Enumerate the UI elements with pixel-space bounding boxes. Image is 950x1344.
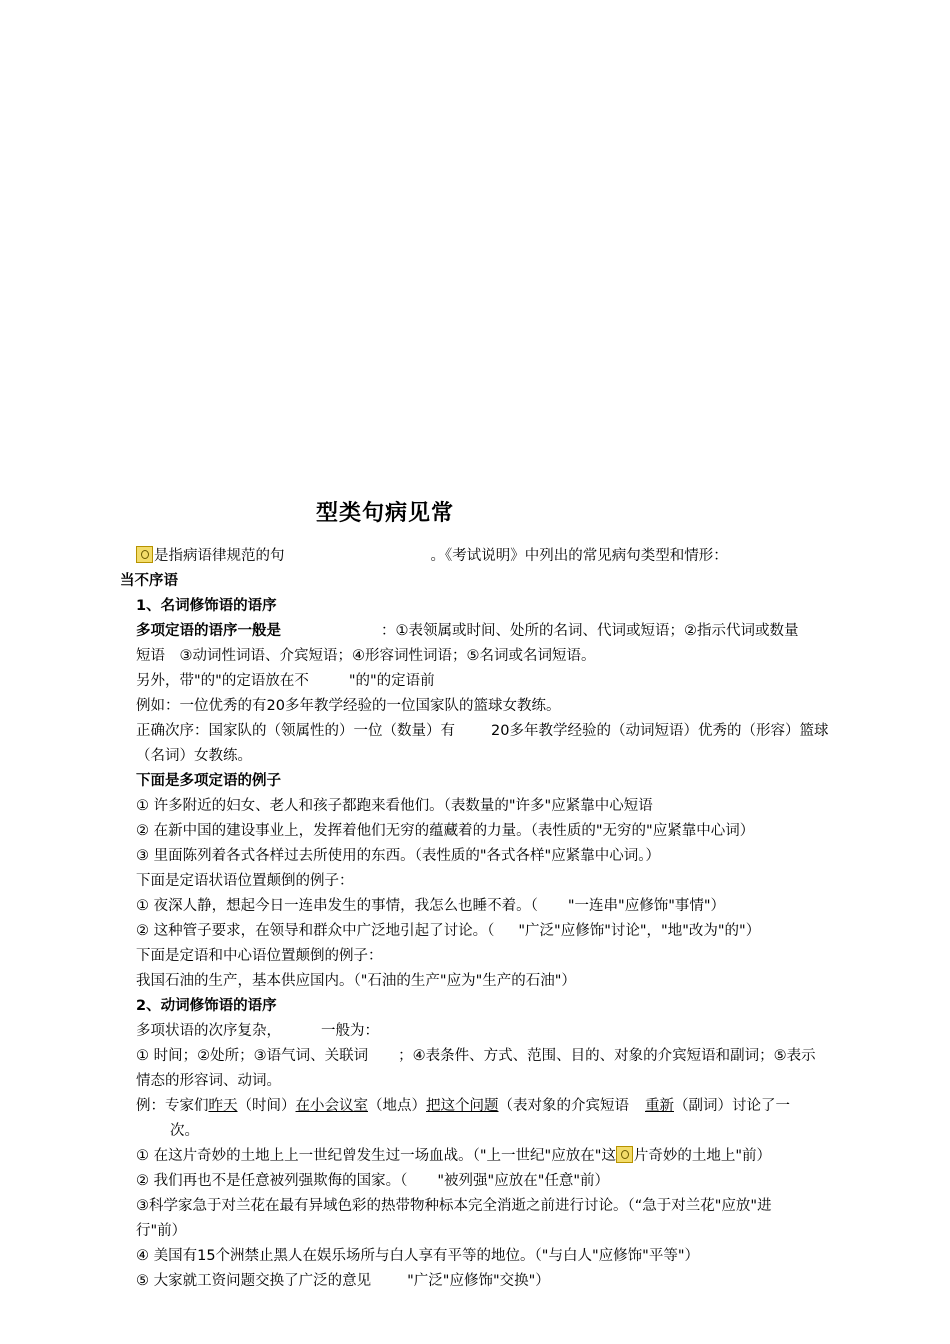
s2-line1-b: 一般为： (321, 1023, 379, 1039)
s2-example-2 (136, 1171, 609, 1191)
intro-line (136, 546, 728, 566)
s1-example-5-a: ② 这种管子要求，在领导和群众中广泛地引起了讨论。（ (136, 923, 495, 939)
s1-example-4 (136, 896, 725, 916)
s1-subheading-swap: 下面是定语状语位置颠倒的例子： (136, 873, 354, 889)
s1-example-4-b: "一连串"应修饰"事情"） (567, 898, 726, 914)
section-heading-main: 当不序语 (120, 573, 178, 589)
s1-line3-b: "的"的定语前 (348, 673, 435, 689)
comment-icon (616, 1146, 633, 1163)
s2-example-line1 (136, 1096, 790, 1116)
s2-line2 (136, 1046, 816, 1066)
s2-example-3-cont: 行"前） (136, 1223, 187, 1239)
s1-line3-a: 另外，带"的"的定语放在不 (136, 673, 309, 689)
s2-example-line2: 次。 (170, 1123, 199, 1139)
comment-icon (136, 546, 153, 563)
s1-example-1: ① 许多附近的妇女、老人和孩子都跑来看他们。（表数量的"许多"应紧靠中心短语 (136, 798, 653, 814)
s2-line3: 情态的形容词、动词。 (136, 1073, 281, 1089)
intro-part2: 。《考试说明》中列出的常见病句类型和情形： (430, 548, 728, 564)
s2-ex-text3: （地点） (368, 1098, 426, 1114)
s2-line1-a: 多项状语的次序复杂， (136, 1023, 281, 1039)
intro-part1: 是指病语律规范的句 (154, 548, 285, 564)
s2-ex-text1: 例：专家们 (136, 1098, 209, 1114)
s2-example-5-a: ⑤ 大家就工资问题交换了广泛的意见 (136, 1273, 372, 1289)
s2-example-1-a: ① 在这片奇妙的土地上上一世纪曾发生过一场血战。（"上一世纪"应放在"这 (136, 1148, 616, 1164)
s2-ex-text4: （表对象的介宾短语 (498, 1098, 629, 1114)
s2-example-3: ③科学家急于对兰花在最有异域色彩的热带物种标本完全消逝之前进行讨论。（“急于对兰花"应放"进 (136, 1198, 772, 1214)
s1-line1-a: 多项定语的语序一般是 (136, 623, 281, 639)
s2-ex-place: 在小会议室 (295, 1098, 368, 1114)
s1-line6: （名词）女教练。 (136, 748, 252, 764)
s2-ex-text5: （副词）讨论了一 (674, 1098, 790, 1114)
s1-example-5 (136, 921, 760, 941)
s2-line1 (136, 1021, 379, 1041)
s1-example-6: 我国石油的生产，基本供应国内。（"石油的生产"应为"生产的石油"） (136, 973, 576, 989)
s2-example-1-b: 片奇妙的土地上"前） (633, 1148, 772, 1164)
s2-example-4: ④ 美国有15个洲禁止黑人在娱乐场所与白人享有平等的地位。（"与白人"应修饰"平等"） (136, 1248, 699, 1264)
section1-heading: 1、名词修饰语的语序 (136, 598, 277, 614)
s2-line2-a: ① 时间；②处所；③语气词、关联词 (136, 1048, 369, 1064)
s1-line5-a: 正确次序：国家队的（领属性的）一位（数量）有 (136, 723, 455, 739)
s1-line4: 例如：一位优秀的有20多年教学经验的一位国家队的篮球女教练。 (136, 698, 561, 714)
s1-example-4-a: ① 夜深人静，想起今日一连串发生的事情，我怎么也睡不着。（ (136, 898, 538, 914)
s2-ex-adverb: 重新 (645, 1098, 674, 1114)
s1-example-5-b: "广泛"应修饰"讨论"，"地"改为"的"） (518, 923, 761, 939)
s2-example-1 (136, 1146, 771, 1166)
s2-example-5-b: "广泛"应修饰"交换"） (407, 1273, 550, 1289)
s1-line5-b: 20多年教学经验的（动词短语）优秀的（形容）篮球 (491, 723, 829, 739)
s1-line3 (136, 671, 435, 691)
s1-subheading-head-swap: 下面是定语和中心语位置颠倒的例子： (136, 948, 383, 964)
s2-ex-object: 把这个问题 (426, 1098, 499, 1114)
s2-line2-b: ；④表条件、方式、范围、目的、对象的介宾短语和副词；⑤表示 (398, 1048, 816, 1064)
s1-line5 (136, 721, 828, 741)
s1-line1-b: ：①表领属或时间、处所的名词、代词或短语；②指示代词或数量 (381, 623, 799, 639)
s1-line2: 短语 ③动词性词语、介宾短语；④形容词性词语；⑤名词或名词短语。 (136, 648, 596, 664)
s1-example-2: ② 在新中国的建设事业上，发挥着他们无穷的蕴藏着的力量。（表性质的"无穷的"应紧靠中心词） (136, 823, 755, 839)
s2-ex-text2: （时间） (237, 1098, 296, 1114)
s1-line1 (136, 621, 799, 641)
page-title: 型类句病见常 (316, 501, 455, 526)
s1-example-3: ③ 里面陈列着各式各样过去所使用的东西。（表性质的"各式各样"应紧靠中心词。） (136, 848, 660, 864)
s1-subheading-multi-attr: 下面是多项定语的例子 (136, 773, 281, 789)
s2-ex-time: 昨天 (208, 1098, 238, 1114)
section2-heading: 2、动词修饰语的语序 (136, 998, 277, 1014)
s2-example-2-a: ② 我们再也不是任意被列强欺侮的国家。（ (136, 1173, 408, 1189)
s2-example-2-b: "被列强"应放在"任意"前） (437, 1173, 610, 1189)
s2-example-5 (136, 1271, 550, 1291)
